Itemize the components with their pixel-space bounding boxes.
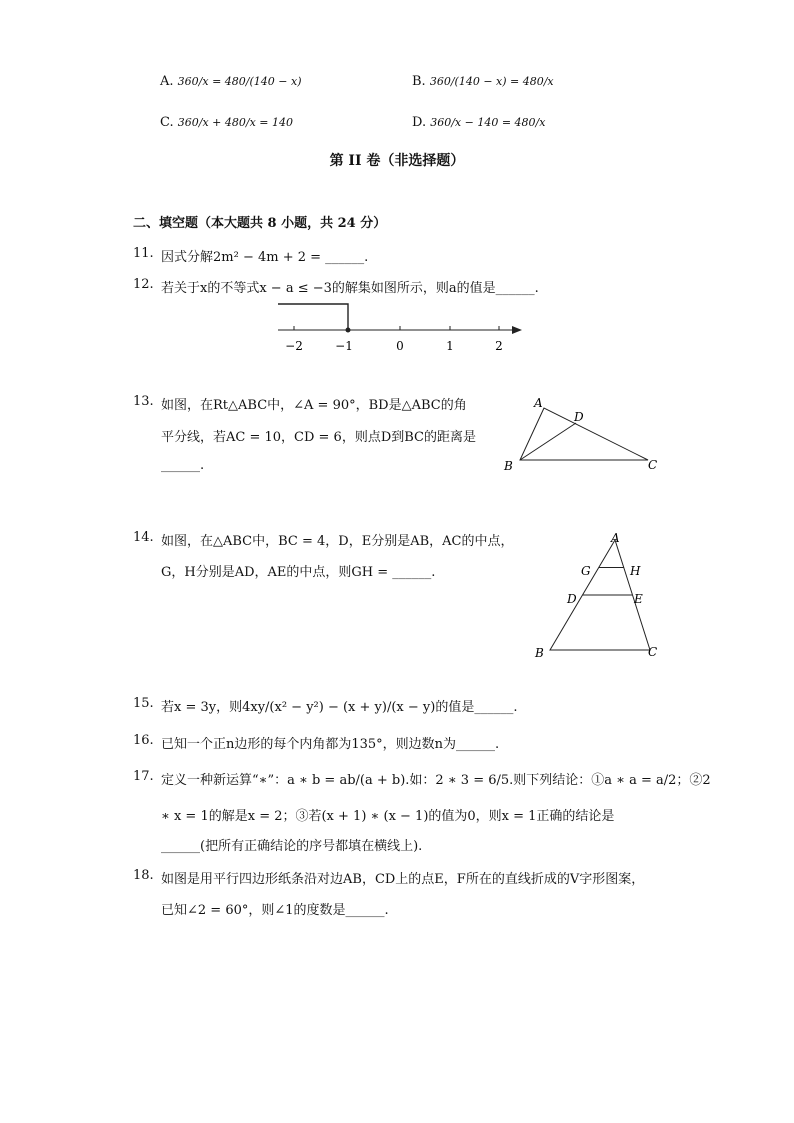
vertex-b-label: B <box>504 459 513 473</box>
solution-ray <box>278 304 348 330</box>
option-c-expr: 360/x + 480/x = 140 <box>177 116 293 129</box>
q16-number: 16. <box>133 733 154 748</box>
vertex-e-label: E <box>634 592 643 606</box>
option-c-label: C. <box>160 115 174 130</box>
tick-label-2: 2 <box>495 339 503 353</box>
solution-endpoint <box>346 328 351 333</box>
vertex-d-label: D <box>567 592 577 606</box>
number-line-figure <box>270 300 530 360</box>
q13-line3: ______. <box>161 458 205 473</box>
section-heading: 二、填空题（本大题共 8 小题，共 24 分） <box>133 216 387 231</box>
vertex-c-label: C <box>648 458 658 472</box>
q14-line1: 如图，在△ABC中，BC = 4，D，E分别是AB，AC的中点， <box>161 534 514 549</box>
option-b-label: B. <box>412 74 426 89</box>
q13-line2: 平分线，若AC = 10，CD = 6，则点D到BC的距离是 <box>161 430 476 445</box>
tick-label-neg2: −2 <box>285 339 303 353</box>
q18-line2: 已知∠2 = 60°，则∠1的度数是______. <box>161 903 389 918</box>
q17-line2: ∗ x = 1的解是x = 2；③若(x + 1) ∗ (x − 1)的值为0，则x = 1正确的结论是 <box>161 809 615 824</box>
q16-text: 已知一个正n边形的每个内角都为135°，则边数n为______. <box>161 737 500 752</box>
tick-label-0: 0 <box>396 339 404 353</box>
option-c <box>160 115 293 130</box>
part-title: 第 II 卷（非选择题） <box>329 153 465 169</box>
vertex-c-label: C <box>648 645 658 659</box>
option-d-label: D. <box>412 115 427 130</box>
vertex-g-label: G <box>581 564 591 578</box>
q15-number: 15. <box>133 696 154 711</box>
q13-number: 13. <box>133 394 154 409</box>
tick-label-neg1: −1 <box>335 339 353 353</box>
q13-line1: 如图，在Rt△ABC中，∠A = 90°，BD是△ABC的角 <box>161 398 467 413</box>
vertex-h-label: H <box>630 564 641 578</box>
triangle-abc <box>520 408 648 460</box>
option-a <box>160 74 301 89</box>
q17-line3: ______(把所有正确结论的序号都填在横线上). <box>161 839 423 854</box>
q15-text: 若x = 3y，则4xy/(x² − y²) − (x + y)/(x − y)的值是______. <box>161 700 518 715</box>
triangle-figure-14 <box>530 525 665 665</box>
vertex-a-label: A <box>534 396 543 410</box>
vertex-b-label: B <box>535 646 544 660</box>
option-b <box>412 74 554 89</box>
q14-line2: G，H分别是AD，AE的中点，则GH = ______. <box>161 565 436 580</box>
vertex-d-label: D <box>574 410 584 424</box>
option-a-label: A. <box>160 74 174 89</box>
option-b-expr: 360/(140 − x) = 480/x <box>429 75 554 88</box>
q17-line1: 定义一种新运算“∗”：a ∗ b = ab/(a + b).如：2 ∗ 3 = 6/5.则下列结论：①a ∗ a = a/2；②2 <box>161 773 711 788</box>
tick-label-1: 1 <box>446 339 454 353</box>
vertex-a-label: A <box>611 531 620 545</box>
q11-text: 因式分解2m² − 4m + 2 = ______. <box>161 250 369 265</box>
number-line-arrow <box>512 326 522 334</box>
q17-number: 17. <box>133 769 154 784</box>
option-a-expr: 360/x = 480/(140 − x) <box>177 75 302 88</box>
q18-number: 18. <box>133 868 154 883</box>
q12-text: 若关于x的不等式x − a ≤ −3的解集如图所示，则a的值是______. <box>161 281 539 296</box>
q12-number: 12. <box>133 277 154 292</box>
option-d-expr: 360/x − 140 = 480/x <box>430 116 546 129</box>
q18-line1: 如图是用平行四边形纸条沿对边AB，CD上的点E，F所在的直线折成的V字形图案， <box>161 872 645 887</box>
q11-number: 11. <box>133 246 154 261</box>
option-d <box>412 115 545 130</box>
triangle-figure-13 <box>498 390 673 475</box>
q14-number: 14. <box>133 530 154 545</box>
